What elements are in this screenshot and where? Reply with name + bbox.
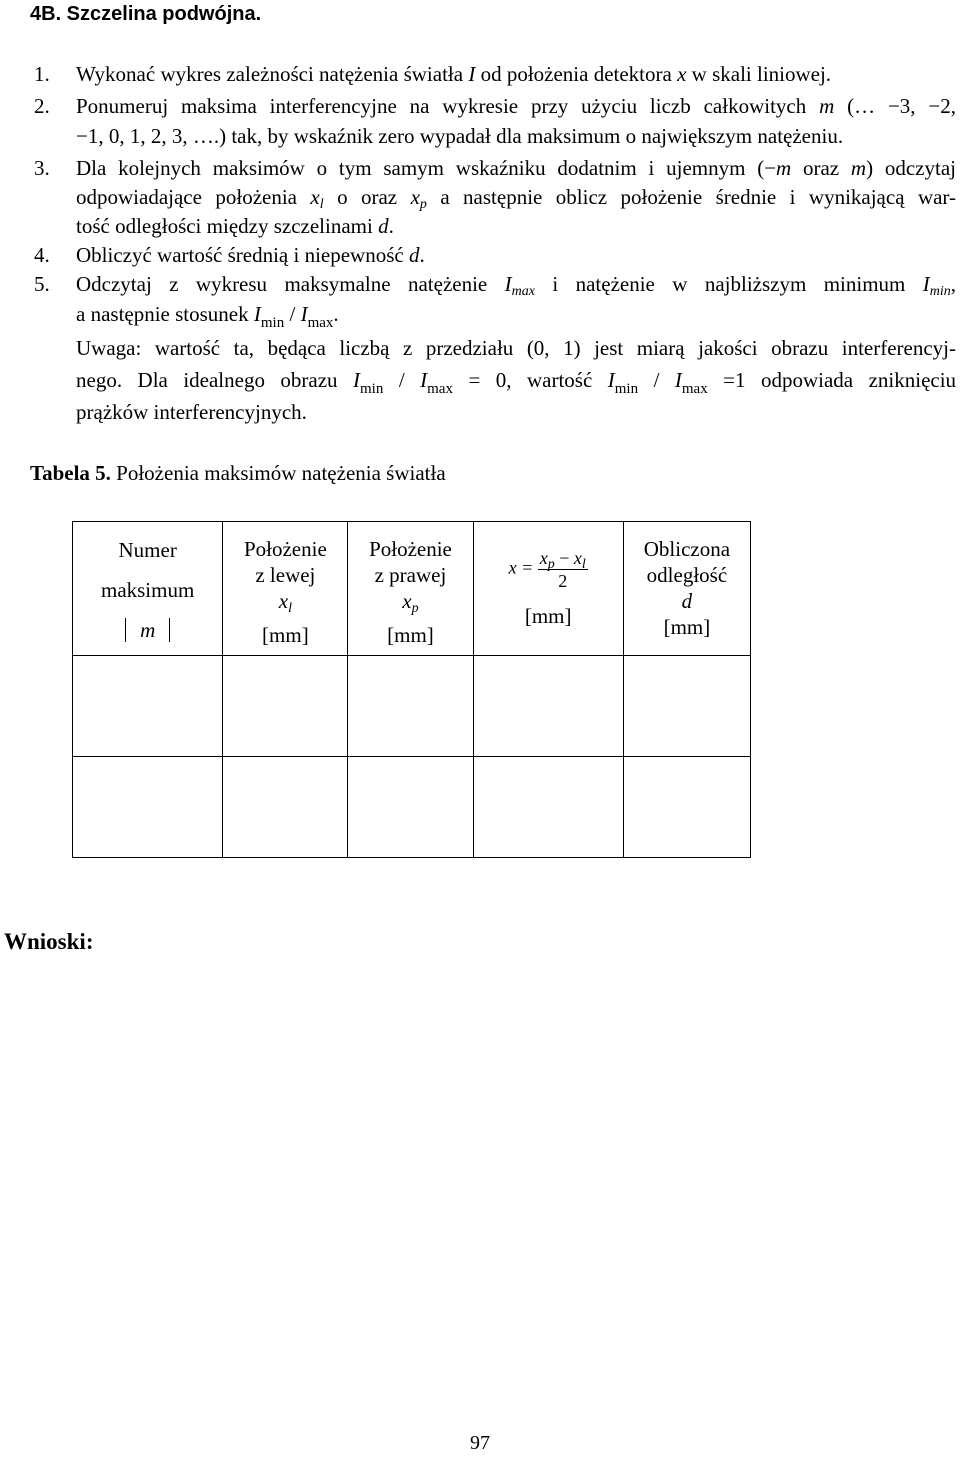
item-number: 2.: [34, 94, 50, 118]
section-title: 4B. Szczelina podwójna.: [30, 3, 262, 25]
header-cell-right: Położenie z prawej $x_p$ [mm]: [348, 522, 473, 656]
note-line: prążków interferencyjnych.: [76, 400, 307, 424]
page-number: 97: [470, 1432, 490, 1454]
table-cell[interactable]: [348, 656, 473, 757]
note-line: nego. Dla idealnego obrazu $I_{min} / I_{max} = 0$, wartość $I_{min} / I_{max} =1$ odpowiada zniknięciu: [76, 368, 957, 397]
header-cell-number: Numer maksimum m: [73, 522, 223, 656]
header-cell-mean: x = $\frac{x_p - x_l}{2}$ [mm]: [473, 522, 623, 656]
item-text: Odczytaj z wykresu maksymalne natężenie $I_{max}$ i natężenie w najbliższym minimum $I_{min}$,: [76, 272, 957, 299]
table-row: [73, 656, 751, 757]
table-cell[interactable]: [623, 656, 750, 757]
table-cell[interactable]: [348, 757, 473, 858]
table-cell[interactable]: [473, 757, 623, 858]
header-cell-left: Położenie z lewej $x_l$ [mm]: [223, 522, 348, 656]
table-cell[interactable]: [223, 757, 348, 858]
table-caption: Tabela 5. Położenia maksimów natężenia światła: [30, 461, 446, 485]
item-number: 4.: [34, 243, 50, 267]
conclusions-label: Wnioski:: [4, 929, 94, 954]
note-line: Uwaga: wartość ta, będąca liczbą z przedziału (0, 1) jest miarą jakości obrazu interferencyj-: [76, 336, 956, 360]
item-text: Wykonać wykres zależności natężenia światła I od położenia detektora x w skali liniowej.: [76, 62, 832, 86]
item-number: 1.: [34, 62, 50, 86]
item-number: 3.: [34, 156, 50, 180]
item-text: Obliczyć wartość średnią i niepewność d.: [76, 243, 425, 267]
table-cell[interactable]: [473, 656, 623, 757]
item-text: Ponumeruj maksima interferencyjne na wykresie przy użyciu liczb całkowitych m (… −3, −2,: [76, 94, 956, 118]
table-row: [73, 757, 751, 858]
table-cell[interactable]: [223, 656, 348, 757]
table-cell[interactable]: [623, 757, 750, 858]
note: [76, 334, 956, 424]
header-cell-distance: Obliczona odległość d [mm]: [623, 522, 750, 656]
table-cell[interactable]: [73, 757, 223, 858]
table-cell[interactable]: [73, 656, 223, 757]
item-text: tość odległości między szczelinami d.: [76, 214, 394, 238]
item-text: −1, 0, 1, 2, 3, ….) tak, by wskaźnik zero wypadał dla maksimum o największym natężeniu.: [76, 124, 844, 148]
item-number: 5.: [34, 272, 50, 296]
item-text: a następnie stosunek $I_{min} / I_{max}$.: [76, 302, 339, 331]
item-text: Dla kolejnych maksimów o tym samym wskaźniku dodatnim i ujemnym (−m oraz m) odczytaj: [76, 156, 956, 180]
table-header-row: [73, 522, 751, 656]
results-table: [72, 521, 751, 858]
item-text: odpowiadające położenia $x_l$ o oraz $x_p$ a następnie oblicz położenie średnie i wynikającą war-: [76, 185, 956, 212]
mean-formula: x = $\frac{x_p - x_l}{2}$: [508, 548, 586, 591]
